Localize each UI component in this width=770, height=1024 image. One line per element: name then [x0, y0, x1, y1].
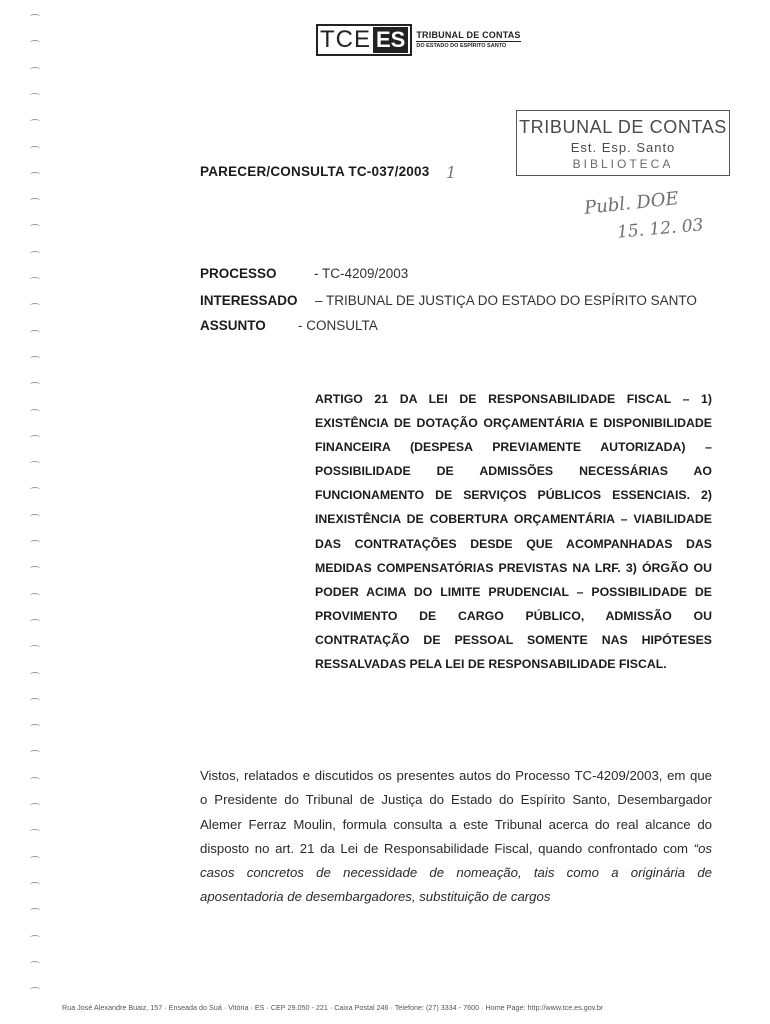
- binder-hole: [30, 382, 40, 387]
- binder-hole: [30, 93, 40, 98]
- binder-hole: [30, 672, 40, 677]
- binder-hole: [30, 487, 40, 492]
- binder-hole: [30, 330, 40, 335]
- logo-es-text: ES: [373, 27, 408, 53]
- binder-hole: [30, 435, 40, 440]
- stamp-line2: Est. Esp. Santo: [570, 140, 676, 155]
- binder-hole: [30, 277, 40, 282]
- binder-hole: [30, 645, 40, 650]
- binder-hole: [30, 803, 40, 808]
- binder-hole: [30, 882, 40, 887]
- binder-hole: [30, 198, 40, 203]
- logo-caption-line2: DO ESTADO DO ESPÍRITO SANTO: [416, 42, 507, 49]
- logo-mark: [316, 24, 412, 56]
- logo-caption-line1: TRIBUNAL DE CONTAS: [416, 29, 521, 40]
- binder-hole: [30, 935, 40, 940]
- meta-key: INTERESSADO: [200, 293, 298, 308]
- binder-hole: [30, 356, 40, 361]
- body-plain-text: Vistos, relatados e discutidos os presentes autos do Processo TC-4209/2003, em que o Presidente do Tribunal de Justiça do Estado do Espírito Santo, Desembargador Alemer Ferraz Moulin, formula consulta a este Tribunal acerca do real alcance do disposto no art. 21 da Lei de Responsabilidade Fiscal, quando confrontado com: [200, 768, 712, 856]
- binder-hole: [30, 961, 40, 966]
- binder-hole: [30, 908, 40, 913]
- binder-hole: [30, 67, 40, 72]
- binder-hole: [30, 514, 40, 519]
- binder-hole: [30, 698, 40, 703]
- binder-hole: [30, 303, 40, 308]
- binder-hole: [30, 750, 40, 755]
- meta-row-processo: [200, 266, 408, 281]
- binder-hole: [30, 461, 40, 466]
- meta-value: - CONSULTA: [298, 318, 378, 333]
- page-footer-address: Rua José Alexandre Buaiz, 157 · Enseada do Suá · Vitória · ES · CEP 29.050 - 221 · Caixa Postal 246 · Telefone: (27) 3334 - 7600 · Home Page: http://www.tce.es.gov.br: [62, 1003, 604, 1012]
- binder-hole: [30, 987, 40, 992]
- binder-hole: [30, 724, 40, 729]
- binder-hole: [30, 224, 40, 229]
- tce-es-logo: [316, 24, 521, 56]
- body-paragraph: [200, 764, 712, 910]
- binder-hole: [30, 777, 40, 782]
- binder-hole: [30, 566, 40, 571]
- meta-key: ASSUNTO: [200, 318, 266, 333]
- binder-hole: [30, 593, 40, 598]
- handwritten-note-date: 15. 12. 03: [616, 215, 705, 243]
- binder-hole: [30, 409, 40, 414]
- meta-key: PROCESSO: [200, 266, 277, 281]
- binder-hole: [30, 619, 40, 624]
- handwritten-page-mark: 1: [446, 163, 457, 182]
- binder-holes: [30, 14, 44, 1004]
- logo-caption: [416, 31, 520, 50]
- meta-value: – TRIBUNAL DE JUSTIÇA DO ESTADO DO ESPÍRITO SANTO: [315, 293, 697, 308]
- meta-value: - TC-4209/2003: [314, 266, 409, 281]
- binder-hole: [30, 146, 40, 151]
- binder-hole: [30, 829, 40, 834]
- binder-hole: [30, 172, 40, 177]
- handwritten-note-publication: Publ. DOE: [583, 188, 680, 219]
- binder-hole: [30, 251, 40, 256]
- document-title: PARECER/CONSULTA TC-037/2003: [200, 164, 430, 179]
- ementa-summary: ARTIGO 21 DA LEI DE RESPONSABILIDADE FISCAL – 1) EXISTÊNCIA DE DOTAÇÃO ORÇAMENTÁRIA E DISPONIBILIDADE FINANCEIRA (DESPESA PREVIAMENTE AUTORIZADA) – POSSIBILIDADE DE ADMISSÕES NECESSÁRIAS AO FUNCIONAMENTO DE SERVIÇOS PÚBLICOS ESSENCIAIS. 2) INEXISTÊNCIA DE COBERTURA ORÇAMENTÁRIA – VIABILIDADE DAS CONTRATAÇÕES DESDE QUE ACOMPANHADAS DAS MEDIDAS COMPENSATÓRIAS PREVISTAS NA LRF. 3) ÓRGÃO OU PODER ACIMA DO LIMITE PRUDENCIAL – POSSIBILIDADE DE PROVIMENTO DE CARGO PÚBLICO, ADMISSÃO OU CONTRATAÇÃO DE PESSOAL SOMENTE NAS HIPÓTESES RESSALVADAS PELA LEI DE RESPONSABILIDADE FISCAL.: [315, 392, 712, 672]
- binder-hole: [30, 540, 40, 545]
- binder-hole: [30, 119, 40, 124]
- stamp-line3: BIBLIOTECA: [572, 157, 674, 171]
- library-stamp: [516, 110, 730, 176]
- binder-hole: [30, 40, 40, 45]
- binder-hole: [30, 14, 40, 19]
- meta-row-interessado: [200, 293, 697, 308]
- stamp-line1: TRIBUNAL DE CONTAS: [519, 117, 727, 137]
- binder-hole: [30, 856, 40, 861]
- logo-tce-text: TCE: [320, 26, 371, 53]
- meta-row-assunto: [200, 318, 378, 333]
- body-quoted-text: “os casos concretos de necessidade de nomeação, tais como a originária de aposentadoria de desembargadores, substituição de cargos: [200, 840, 712, 905]
